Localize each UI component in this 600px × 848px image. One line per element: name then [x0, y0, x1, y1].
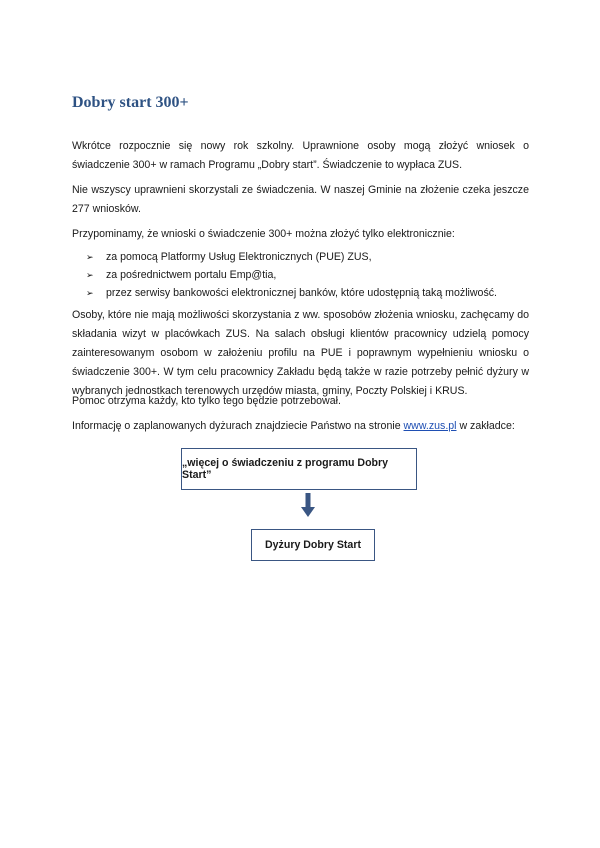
paragraph-schedule-info	[72, 417, 529, 436]
list-item-text: przez serwisy bankowości elektronicznej banków, które udostępnią taką możliwość.	[106, 287, 497, 299]
paragraph-reminder: Przypominamy, że wnioski o świadczenie 300+ można złożyć tylko elektronicznie:	[72, 228, 455, 240]
list-item-text: za pomocą Platformy Usług Elektronicznych (PUE) ZUS,	[106, 251, 372, 263]
list-item	[86, 266, 497, 284]
arrowhead-bullet-icon: ➢	[86, 252, 94, 262]
schedule-info-text: Informację o zaplanowanych dyżurach znajdziecie Państwo na stronie	[72, 420, 404, 432]
arrowhead-bullet-icon: ➢	[86, 288, 94, 298]
submission-methods-list	[86, 248, 497, 302]
schedule-info-suffix: w zakładce:	[456, 420, 515, 432]
arrow-down-icon	[301, 493, 315, 519]
duty-schedule-label: Dyżury Dobry Start	[265, 539, 361, 551]
paragraph-help-in-branches: Osoby, które nie mają możliwości skorzystania z ww. sposobów złożenia wniosku, zachęcamy do składania wizyt w placówkach ZUS. Na salach obsługi klientów pracownicy udzielą pomocy zainteresowanym osobom w założeniu profilu na PUE i poprawnym wypełnieniu wniosku o świadczenie 300+. W tym celu pracownicy Zakładu będą także w razie potrzeby pełnić dyżury w wybranych jednostkach terenowych urzędów miasta, gminy, Poczty Polskiej i KRUS.	[72, 309, 529, 397]
paragraph-intro: Wkrótce rozpocznie się nowy rok szkolny. Uprawnione osoby mogą złożyć wniosek o świadczenie 300+ w ramach Programu „Dobry start”. Świadczenie to wypłaca ZUS.	[72, 140, 529, 171]
arrowhead-bullet-icon: ➢	[86, 270, 94, 280]
duty-schedule-box	[251, 529, 375, 561]
paragraph-help-available: Pomoc otrzyma każdy, kto tylko tego będzie potrzebował.	[72, 395, 341, 407]
program-info-label: „więcej o świadczeniu z programu Dobry Start”	[182, 457, 389, 481]
page-title: Dobry start 300+	[72, 94, 189, 111]
list-item-text: za pośrednictwem portalu Emp@tia,	[106, 269, 277, 281]
list-item	[86, 284, 497, 302]
zus-website-link[interactable]: www.zus.pl	[403, 420, 457, 432]
list-item	[86, 248, 497, 266]
program-info-box	[181, 448, 417, 490]
paragraph-pending-applications: Nie wszyscy uprawnieni skorzystali ze świadczenia. W naszej Gminie na złożenie czeka jeszcze 277 wniosków.	[72, 184, 529, 215]
